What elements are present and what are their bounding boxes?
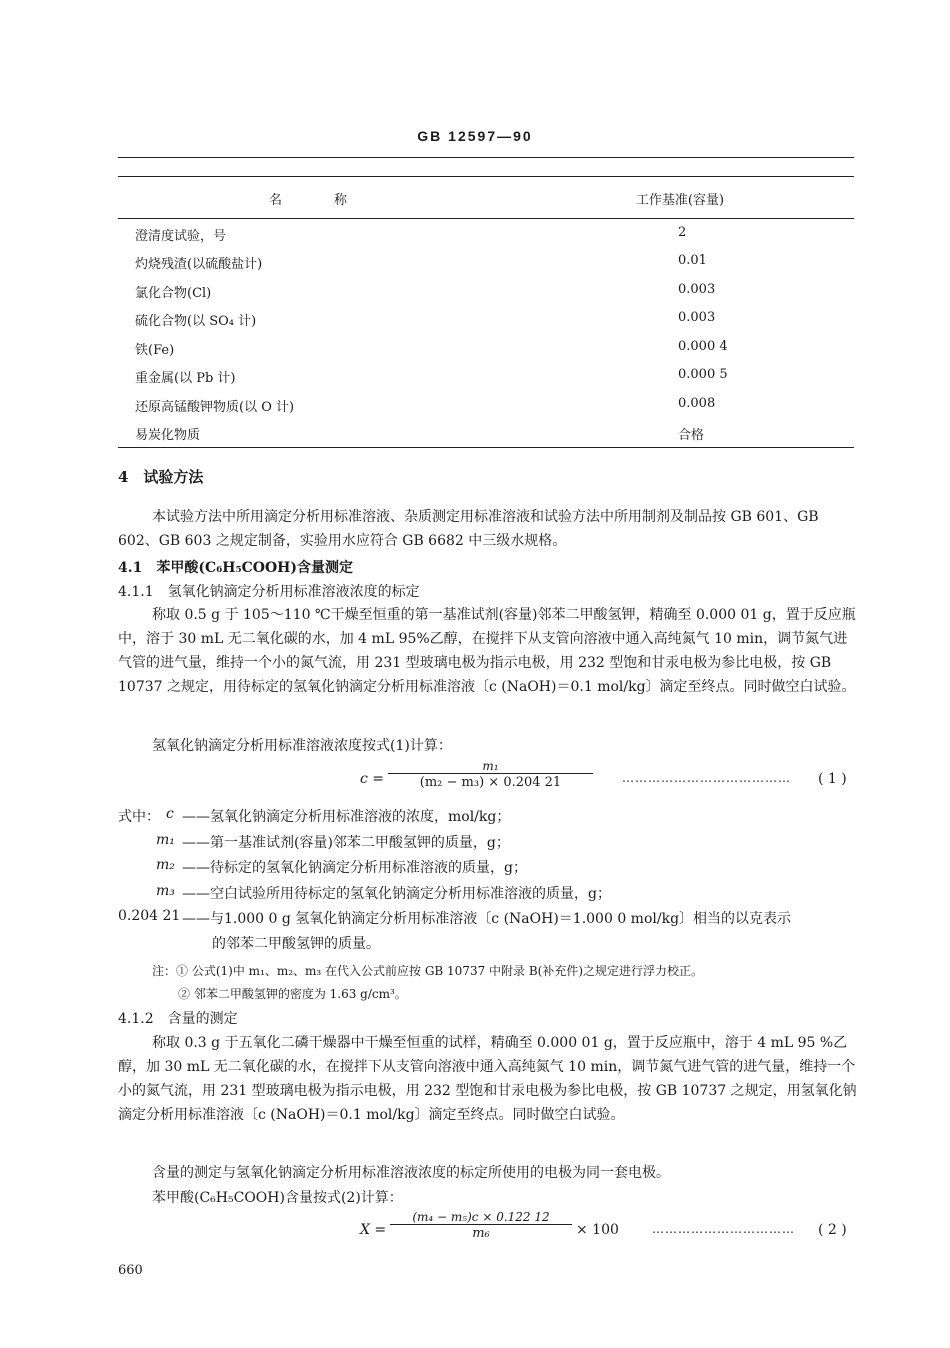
- table-row-value: 0.01: [678, 253, 707, 268]
- formula1-fraction: [388, 759, 593, 790]
- paragraph-4-1-1: 称取 0.5 g 于 105～110 ℃干燥至恒重的第一基准试剂(容量)邻苯二甲酸氢钾，精确至 0.000 01 g，置于反应瓶中，溶于 30 mL 无二氧化碳的水，加 4 mL 95%乙醇，在搅拌下从支管向溶液中通入高纯氮气 10 min，调节氮气进气管的进气量，维持一个小的氮气流，用 231 型玻璃电极为指示电极，用 232 型饱和甘汞电极为参比电极，按 GB 10737 之规定，用待标定的氢氧化钠滴定分析用标准溶液〔c (NaOH)＝0.1 mol/kg〕滴定至终点。同时做空白试验。: [118, 607, 856, 695]
- table-row-value: 0.003: [678, 310, 716, 325]
- section-intro: 本试验方法中所用滴定分析用标准溶液、杂质测定用标准溶液和试验方法中所用制剂及制品按 GB 601、GB 602、GB 603 之规定制备，实验用水应符合 GB 6682 中三级水规格。: [118, 509, 819, 549]
- table-row-value: 2: [678, 225, 687, 240]
- formula1-denominator: (m₂ − m₃) × 0.204 21: [388, 773, 593, 790]
- header-rule: [118, 157, 854, 158]
- table-row-value: 0.000 5: [678, 367, 728, 382]
- formula2-tail: × 100: [576, 1222, 619, 1238]
- formula1-lhs: c =: [360, 771, 385, 787]
- table-row-value: 0.003: [678, 282, 716, 297]
- where-lead: 式中：: [118, 809, 160, 825]
- page-number: 660: [118, 1263, 143, 1278]
- def-description: ——第一基准试剂(容量)邻苯二甲酸氢钾的质量，g；: [182, 835, 510, 851]
- table-col-value: 工作基准(容量): [635, 193, 725, 208]
- table-row-label: 还原高锰酸钾物质(以 O 计): [135, 400, 295, 415]
- formula2-denominator: m₆: [390, 1224, 572, 1241]
- def-description: ——待标定的氢氧化钠滴定分析用标准溶液的质量，g；: [182, 860, 527, 876]
- note-2: ② 邻苯二甲酸氢钾的密度为 1.63 g/cm³。: [178, 987, 407, 1001]
- formula2-numerator: (m₄ − m₅)c × 0.122 12: [412, 1210, 550, 1224]
- table-row-value: 合格: [678, 428, 705, 443]
- def-symbol: m₂: [156, 857, 175, 873]
- table-row-label: 铁(Fe): [135, 343, 175, 358]
- def-symbol: c: [166, 806, 174, 822]
- section-heading: 4 试验方法: [118, 468, 204, 486]
- calc2-intro: 苯甲酸(C₆H₅COOH)含量按式(2)计算：: [152, 1190, 403, 1206]
- table-row-label: 硫化合物(以 SO₄ 计): [135, 314, 257, 329]
- def-symbol: m₁: [156, 832, 175, 848]
- table-row-label: 澄清度试验，号: [135, 229, 227, 244]
- page-header: GB 12597—90: [417, 128, 533, 144]
- table-top-rule: [118, 176, 854, 177]
- def-continuation: 的邻苯二甲酸氢钾的质量。: [212, 936, 380, 952]
- calc1-intro: 氢氧化钠滴定分析用标准溶液浓度按式(1)计算：: [152, 738, 452, 754]
- formula1-dots: …………………………………: [622, 771, 791, 785]
- table-row-label: 氯化合物(Cl): [135, 286, 212, 301]
- def-description: ——空白试验所用待标定的氢氧化钠滴定分析用标准溶液的质量，g；: [182, 886, 611, 902]
- note-1: 注：① 公式(1)中 m₁、m₂、m₃ 在代入公式前应按 GB 10737 中附录 B(补充件)之规定进行浮力校正。: [152, 964, 704, 978]
- subsection-heading-4-1-2: 4.1.2 含量的测定: [118, 1011, 238, 1027]
- table-row-label: 重金属(以 Pb 计): [135, 371, 236, 386]
- subsection-heading-4-1: 4.1 苯甲酸(C₆H₅COOH)含量测定: [118, 560, 353, 576]
- table-col-name: 名 称: [268, 193, 347, 208]
- formula2-number: ( 2 ): [818, 1222, 847, 1238]
- def-description: ——与1.000 0 g 氢氧化钠滴定分析用标准溶液〔c (NaOH)＝1.000 0 mol/kg〕相当的以克表示: [182, 911, 792, 927]
- table-bottom-rule: [118, 447, 854, 448]
- def-symbol: m₃: [156, 883, 175, 899]
- formula1-numerator: m₁: [482, 759, 499, 773]
- paragraph-4-1-2-electrode: 含量的测定与氢氧化钠滴定分析用标准溶液浓度的标定所使用的电极为同一套电极。: [152, 1165, 670, 1181]
- table-row-label: 灼烧残渣(以硫酸盐计): [135, 257, 263, 272]
- formula1-number: ( 1 ): [818, 771, 847, 787]
- table-row-label: 易炭化物质: [135, 428, 201, 443]
- def-description: ——氢氧化钠滴定分析用标准溶液的浓度，mol/kg；: [182, 809, 511, 825]
- subsection-heading-4-1-1: 4.1.1 氢氧化钠滴定分析用标准溶液浓度的标定: [118, 584, 420, 600]
- paragraph-4-1-2: 称取 0.3 g 于五氧化二磷干燥器中干燥至恒重的试样，精确至 0.000 01 g，置于反应瓶中，溶于 4 mL 95 %乙醇，加 30 mL 无二氧化碳的水，在搅拌下从支管向溶液中通入高纯氮气 10 min，调节氮气进气管的进气量，维持一个小的氮气流，用 231 型玻璃电极为指示电极，用 232 型饱和甘汞电极为参比电极，按 GB 10737 之规定，用氢氧化钠滴定分析用标准溶液〔c (NaOH)＝0.1 mol/kg〕滴定至终点。同时做空白试验。: [118, 1035, 857, 1123]
- formula2-lhs: X =: [360, 1222, 387, 1238]
- formula2-fraction: [390, 1210, 572, 1241]
- def-symbol: 0.204 21: [118, 908, 181, 924]
- table-row-value: 0.008: [678, 396, 716, 411]
- table-header-rule: [118, 218, 854, 219]
- formula2-dots: ……………………………: [652, 1222, 795, 1236]
- table-row-value: 0.000 4: [678, 339, 728, 354]
